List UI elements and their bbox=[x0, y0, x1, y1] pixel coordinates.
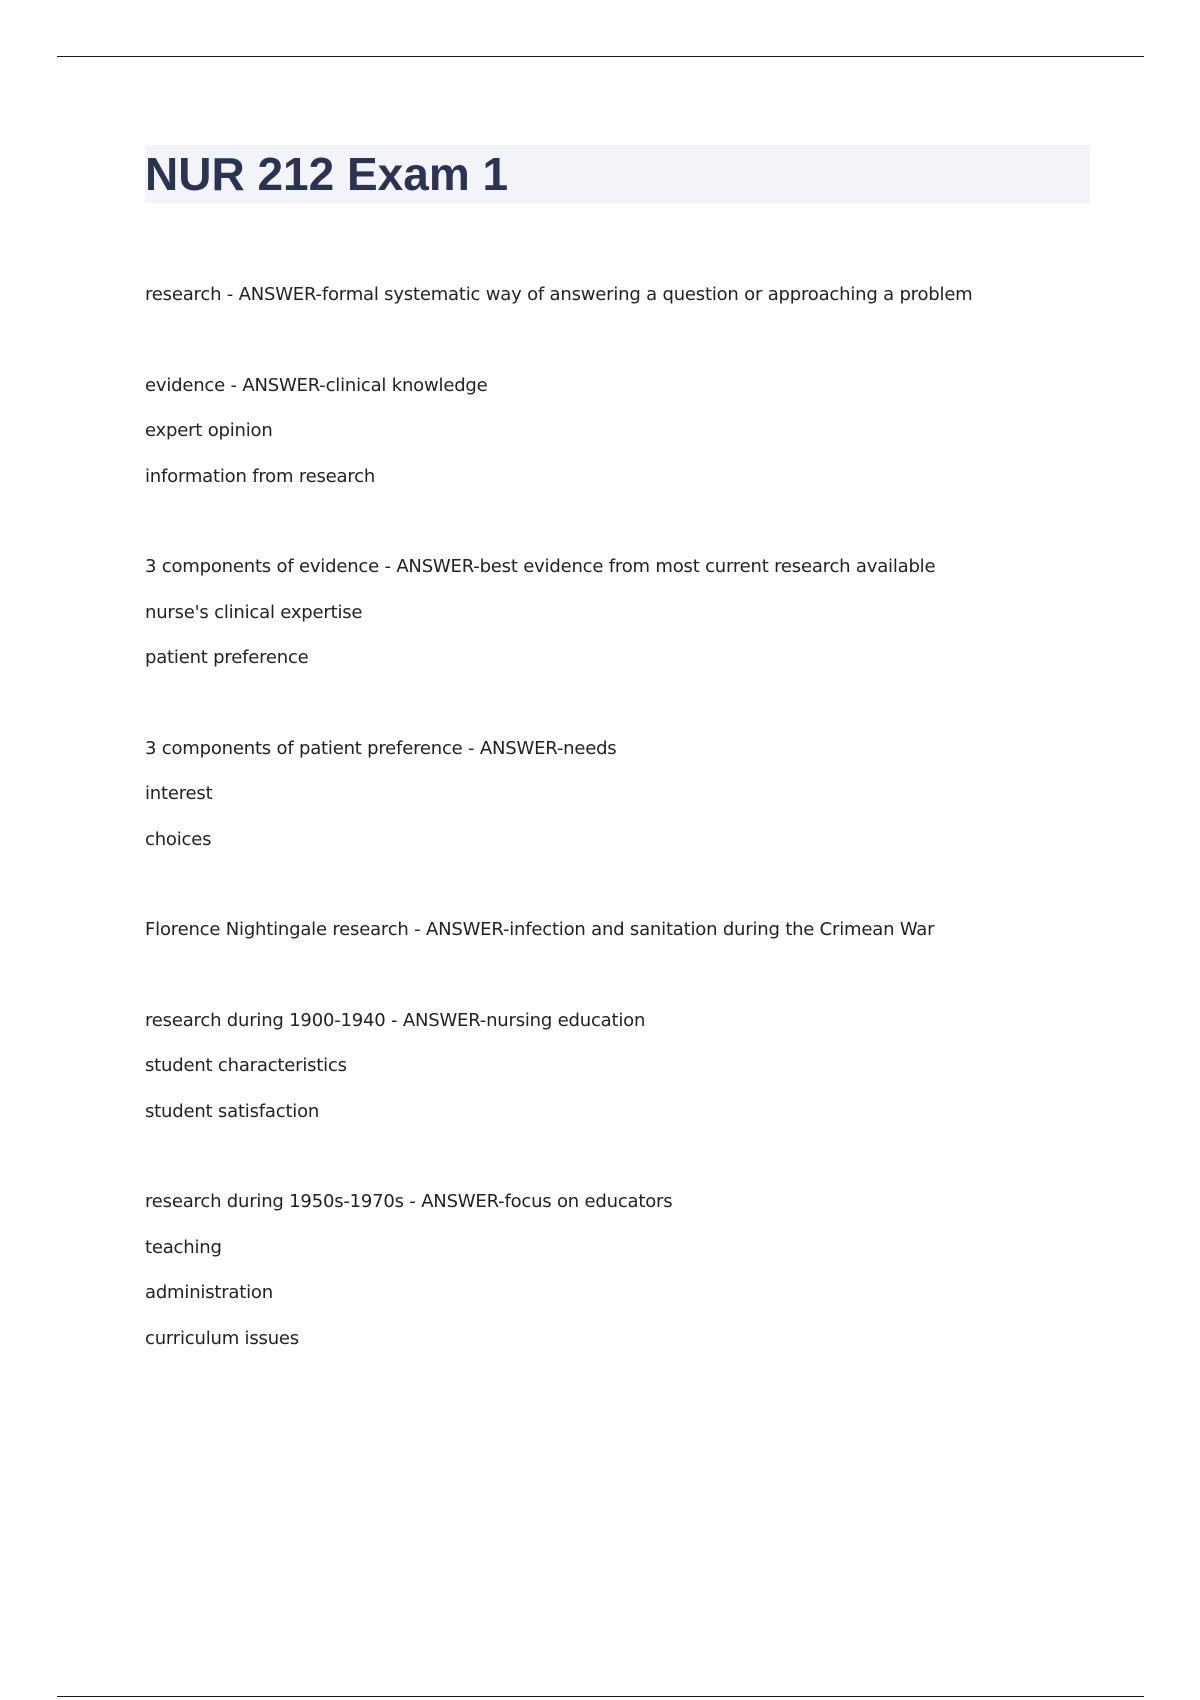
page-title: NUR 212 Exam 1 bbox=[145, 148, 509, 200]
qa-entry bbox=[145, 726, 1105, 863]
qa-entry bbox=[145, 1179, 1105, 1361]
qa-entry bbox=[145, 998, 1105, 1135]
qa-line: nurse's clinical expertise bbox=[145, 601, 363, 623]
qa-list bbox=[145, 272, 1105, 1406]
qa-line: research during 1900-1940 - ANSWER-nursing education bbox=[145, 1009, 646, 1031]
qa-line: interest bbox=[145, 783, 213, 804]
qa-line: teaching bbox=[145, 1236, 222, 1258]
qa-entry bbox=[145, 272, 1105, 318]
footer-rule bbox=[57, 1696, 1144, 1697]
qa-line: administration bbox=[145, 1282, 273, 1303]
qa-line: evidence - ANSWER-clinical knowledge bbox=[145, 374, 488, 396]
qa-line: 3 components of patient preference - ANSWER-needs bbox=[145, 737, 617, 759]
qa-line: curriculum issues bbox=[145, 1327, 299, 1349]
qa-line: choices bbox=[145, 828, 212, 850]
qa-line: Florence Nightingale research - ANSWER-infection and sanitation during the Crimean War bbox=[145, 919, 935, 940]
qa-line: 3 components of evidence - ANSWER-best evidence from most current research available bbox=[145, 556, 936, 577]
qa-line: student satisfaction bbox=[145, 1100, 320, 1122]
qa-line: research during 1950s-1970s - ANSWER-focus on educators bbox=[145, 1191, 673, 1212]
qa-entry bbox=[145, 363, 1105, 500]
qa-line: student characteristics bbox=[145, 1055, 347, 1076]
qa-entry bbox=[145, 544, 1105, 681]
qa-line: expert opinion bbox=[145, 420, 273, 441]
qa-line: patient preference bbox=[145, 647, 309, 668]
header-rule bbox=[57, 56, 1144, 57]
qa-entry bbox=[145, 907, 1105, 953]
qa-line: information from research bbox=[145, 465, 376, 487]
qa-line: research - ANSWER-formal systematic way of answering a question or approaching a problem bbox=[145, 284, 973, 305]
